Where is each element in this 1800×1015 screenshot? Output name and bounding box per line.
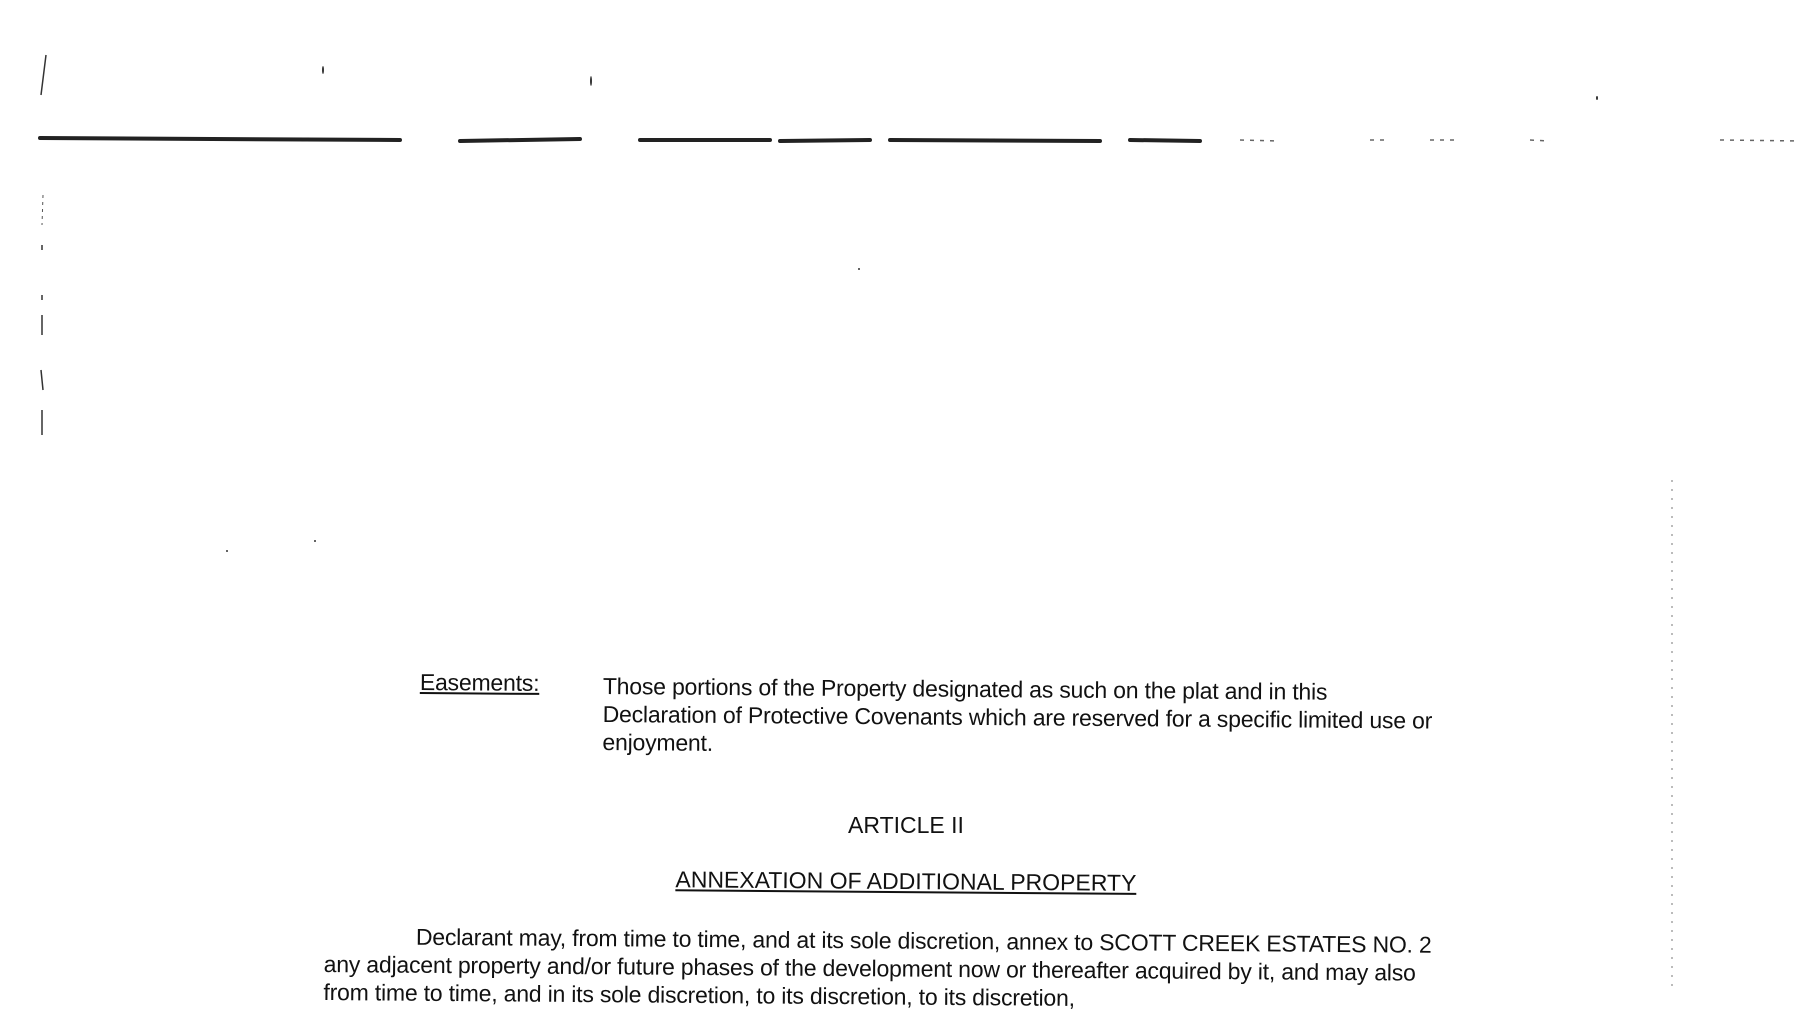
scan-right-edge-marks xyxy=(1668,480,1676,992)
article-body-paragraph: Declarant may, from time to time, and at its sole discretion, annex to SCOTT CREEK ESTATES NO. 2 any adjacent property and/or future phases of the development now or thereafter acquired by it, and may also from time to time, and in its sole discretion, to its discretion, to its discretion, xyxy=(323,923,1432,1011)
article-number-heading: ARTICLE II xyxy=(848,812,964,838)
scan-streak-line xyxy=(40,128,1800,148)
easements-definition: Those portions of the Property designated as such on the plat and in this Declaration of Protective Covenants which are reserved for a specific limited use or enjoyment. xyxy=(602,672,1433,756)
scan-speck xyxy=(858,268,860,270)
easements-term: Easements: xyxy=(419,668,540,696)
article-title-heading xyxy=(0,861,1792,902)
scan-speck xyxy=(1596,96,1598,100)
scan-speck xyxy=(322,66,324,74)
scan-left-edge-marks xyxy=(38,50,48,450)
scan-speck xyxy=(314,540,316,542)
scan-speck xyxy=(226,550,228,552)
article-title-text: ANNEXATION OF ADDITIONAL PROPERTY xyxy=(675,866,1137,896)
scan-speck xyxy=(590,76,592,86)
